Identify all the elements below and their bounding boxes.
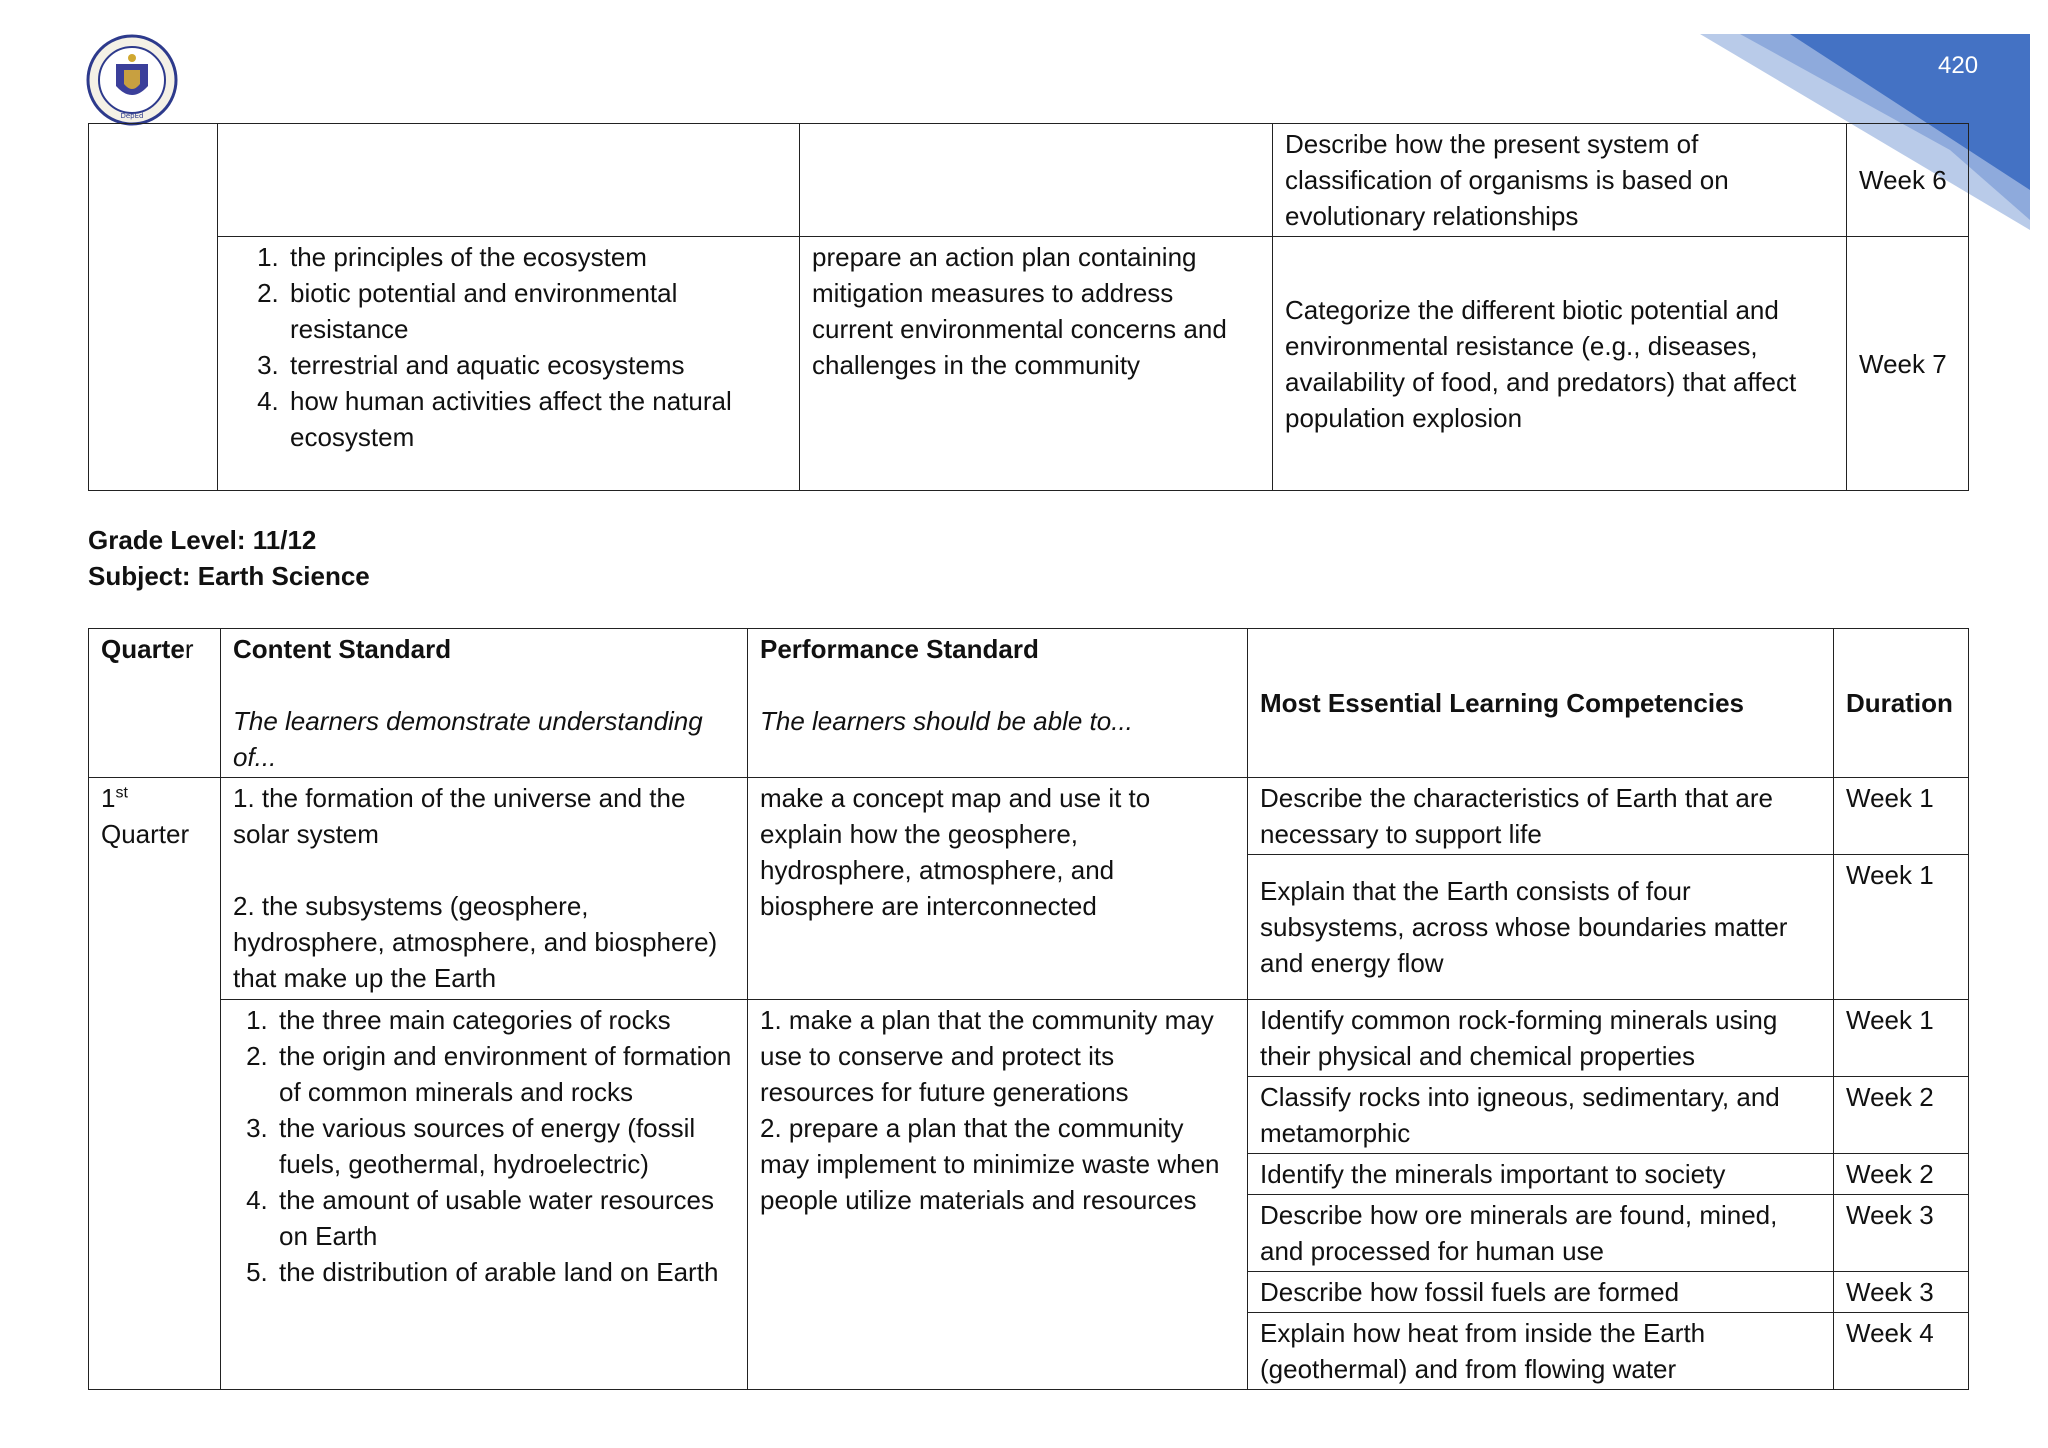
grade-level: Grade Level: 11/12 bbox=[88, 525, 317, 555]
competency-cell: Explain that the Earth consists of four subsystems, across whose boundaries matter and energy flow bbox=[1248, 855, 1834, 1000]
competency-cell: Explain how heat from inside the Earth (geothermal) and from flowing water bbox=[1248, 1313, 1834, 1390]
competency-cell: Categorize the different biotic potential and environmental resistance (e.g., diseases, availability of food, and predators) that affect population explosion bbox=[1273, 237, 1847, 491]
competency-cell: Identify the minerals important to society bbox=[1248, 1154, 1834, 1195]
duration-cell: Week 3 bbox=[1834, 1272, 1969, 1313]
content-item: 1. the formation of the universe and the solar system bbox=[233, 783, 686, 849]
performance-item: 1. make a plan that the community may use to conserve and protect its resources for future generations bbox=[760, 1005, 1214, 1107]
quarter-header: Quarter bbox=[89, 629, 221, 778]
header-sublabel: The learners demonstrate understanding of... bbox=[233, 706, 703, 772]
content-cell bbox=[221, 778, 748, 1000]
quarter-cell: 1st Quarter bbox=[89, 778, 221, 1390]
duration-cell: Week 1 bbox=[1834, 855, 1969, 1000]
duration-cell: Week 3 bbox=[1834, 1195, 1969, 1272]
list-item: 3. the various sources of energy (fossil fuels, geothermal, hydroelectric) bbox=[275, 1110, 735, 1182]
duration-cell: Week 2 bbox=[1834, 1077, 1969, 1154]
list-item: 1. the principles of the ecosystem bbox=[286, 239, 787, 275]
header-row bbox=[89, 629, 1969, 778]
duration-cell: Week 1 bbox=[1834, 778, 1969, 855]
continued-curriculum-table bbox=[88, 123, 1969, 491]
competency-cell: Identify common rock-forming minerals using their physical and chemical properties bbox=[1248, 1000, 1834, 1077]
content-list bbox=[230, 239, 787, 455]
performance-cell: prepare an action plan containing mitigation measures to address current environmental concerns and challenges in the community bbox=[800, 237, 1273, 491]
quarter-cell bbox=[89, 124, 218, 491]
performance-cell bbox=[748, 1000, 1248, 1390]
duration-cell: Week 7 bbox=[1847, 237, 1969, 491]
content-item: 2. the subsystems (geosphere, hydrosphere, atmosphere, and biosphere) that make up the Earth bbox=[233, 891, 718, 993]
duration-cell: Week 6 bbox=[1847, 124, 1969, 237]
content-cell bbox=[221, 1000, 748, 1390]
competency-cell: Describe how the present system of classification of organisms is based on evolutionary relationships bbox=[1273, 124, 1847, 237]
performance-standard-header bbox=[748, 629, 1248, 778]
table-row bbox=[89, 1000, 1969, 1077]
content-cell bbox=[218, 237, 800, 491]
list-item: 4. how human activities affect the natural ecosystem bbox=[286, 383, 787, 455]
header-label: Content Standard bbox=[233, 634, 452, 664]
competency-cell: Classify rocks into igneous, sedimentary, and metamorphic bbox=[1248, 1077, 1834, 1154]
list-item: 1. the three main categories of rocks bbox=[275, 1002, 735, 1038]
earth-science-curriculum-table bbox=[88, 628, 1969, 1390]
svg-text:DepEd: DepEd bbox=[120, 112, 144, 120]
list-item: 4. the amount of usable water resources on Earth bbox=[275, 1182, 735, 1254]
content-standard-header bbox=[221, 629, 748, 778]
competency-cell: Describe how fossil fuels are formed bbox=[1248, 1272, 1834, 1313]
table-row bbox=[89, 237, 1969, 491]
content-list bbox=[233, 1002, 735, 1290]
performance-cell: make a concept map and use it to explain how the geosphere, hydrosphere, atmosphere, and biosphere are interconnected bbox=[748, 778, 1248, 1000]
header-sublabel: The learners should be able to... bbox=[760, 706, 1133, 736]
duration-cell: Week 4 bbox=[1834, 1313, 1969, 1390]
competencies-header: Most Essential Learning Competencies bbox=[1248, 629, 1834, 778]
table-row bbox=[89, 778, 1969, 855]
page-number: 420 bbox=[1938, 52, 1979, 79]
list-item: 2. biotic potential and environmental resistance bbox=[286, 275, 787, 347]
table-row bbox=[89, 124, 1969, 237]
competency-cell: Describe how ore minerals are found, mined, and processed for human use bbox=[1248, 1195, 1834, 1272]
list-item: 3. terrestrial and aquatic ecosystems bbox=[286, 347, 787, 383]
performance-item: 2. prepare a plan that the community may implement to minimize waste when people utilize materials and resources bbox=[760, 1113, 1220, 1215]
list-item: 2. the origin and environment of formation of common minerals and rocks bbox=[275, 1038, 735, 1110]
subject-title: Subject: Earth Science bbox=[88, 561, 370, 591]
duration-header: Duration bbox=[1834, 629, 1969, 778]
duration-cell: Week 1 bbox=[1834, 1000, 1969, 1077]
duration-cell: Week 2 bbox=[1834, 1154, 1969, 1195]
list-item: 5. the distribution of arable land on Earth bbox=[275, 1254, 735, 1290]
deped-seal-logo bbox=[86, 34, 178, 126]
header-label: Performance Standard bbox=[760, 634, 1039, 664]
competency-cell: Describe the characteristics of Earth that are necessary to support life bbox=[1248, 778, 1834, 855]
content-cell bbox=[218, 124, 800, 237]
performance-cell bbox=[800, 124, 1273, 237]
